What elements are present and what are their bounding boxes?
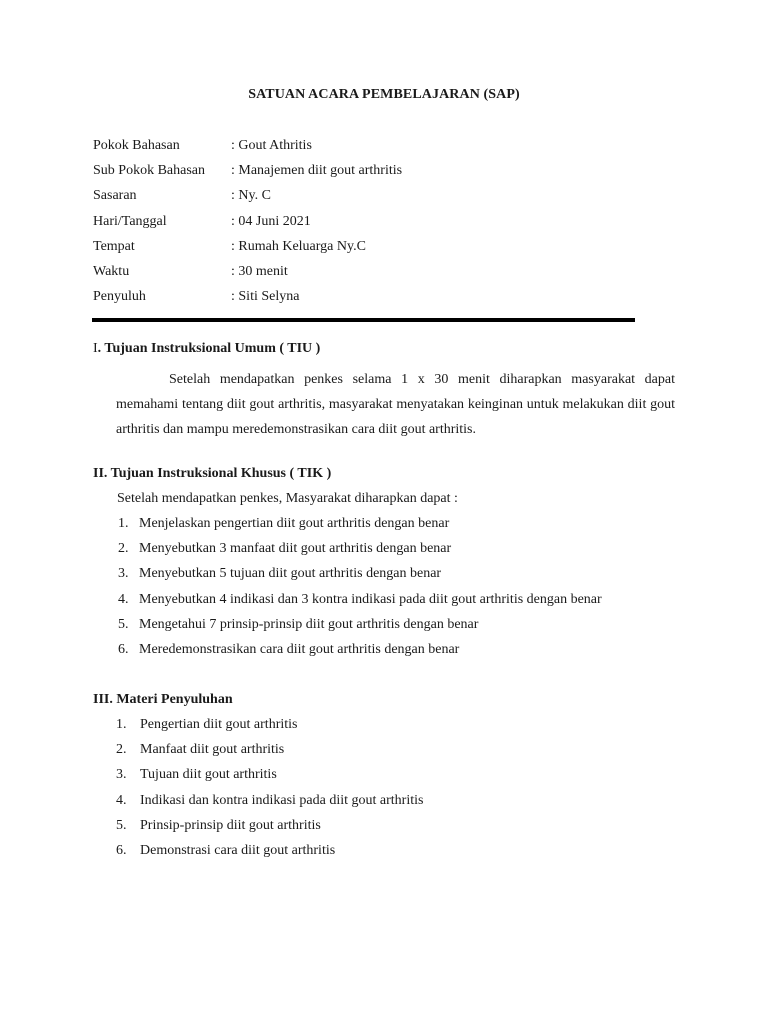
list-number: 6. (118, 641, 129, 657)
list-text: Demonstrasi cara diit gout arthritis (140, 842, 336, 858)
tiu-paragraph-rest: memahami tentang diit gout arthritis, masyarakat menyatakan keinginan untuk melakukan diit gout arthritis dan mampu meredemonstrasikan cara diit gout arthritis. (116, 397, 675, 438)
tik-intro: Setelah mendapatkan penkes, Masyarakat diharapkan dapat : (117, 491, 458, 506)
info-label: Sasaran (93, 188, 137, 204)
list-text: Menyebutkan 4 indikasi dan 3 kontra indikasi pada diit gout arthritis dengan benar (139, 591, 602, 607)
section-heading-materi: III. Materi Penyuluhan (93, 692, 233, 707)
list-text: Manfaat diit gout arthritis (140, 742, 285, 758)
list-text: Meredemonstrasikan cara diit gout arthritis dengan benar (139, 641, 460, 657)
list-text: Menyebutkan 3 manfaat diit gout arthritis dengan benar (139, 541, 452, 557)
info-value: : Siti Selyna (231, 289, 300, 305)
info-value: : Rumah Keluarga Ny.C (231, 238, 366, 254)
info-value: : Ny. C (231, 188, 271, 204)
heading-prefix: I (93, 341, 98, 356)
list-number: 5. (118, 616, 129, 632)
list-number: 5. (116, 817, 127, 833)
heading-text: . Tujuan Instruksional Umum ( TIU ) (97, 341, 321, 356)
list-text: Prinsip-prinsip diit gout arthritis (140, 817, 321, 833)
info-value: : Manajemen diit gout arthritis (231, 163, 403, 179)
info-label: Pokok Bahasan (93, 138, 180, 153)
list-number: 3. (118, 566, 129, 582)
list-number: 4. (118, 591, 129, 607)
list-number: 1. (116, 717, 127, 732)
list-number: 3. (116, 767, 127, 783)
list-text: Tujuan diit gout arthritis (140, 767, 277, 783)
info-value: : 04 Juni 2021 (231, 213, 311, 229)
list-text: Indikasi dan kontra indikasi pada diit gout arthritis (140, 792, 424, 808)
list-number: 2. (118, 541, 129, 557)
horizontal-divider (92, 318, 635, 322)
section-heading-tiu (93, 342, 320, 356)
list-number: 1. (118, 516, 129, 531)
info-label: Waktu (93, 263, 130, 279)
section-heading-tik: II. Tujuan Instruksional Khusus ( TIK ) (93, 466, 332, 481)
list-text: Mengetahui 7 prinsip-prinsip diit gout arthritis dengan benar (139, 616, 479, 632)
info-label: Sub Pokok Bahasan (93, 163, 205, 179)
info-label: Penyuluh (93, 289, 146, 305)
info-value: : Gout Athritis (231, 138, 312, 153)
tiu-paragraph-first-line: Setelah mendapatkan penkes selama 1 x 30 menit diharapkan masyarakat dapat (169, 372, 675, 387)
list-number: 6. (116, 842, 127, 858)
list-number: 4. (116, 792, 127, 808)
document-title: SATUAN ACARA PEMBELAJARAN (SAP) (248, 87, 520, 102)
list-text: Pengertian diit gout arthritis (140, 717, 298, 732)
tiu-paragraph (116, 367, 675, 443)
info-value: : 30 menit (231, 263, 288, 279)
info-label: Tempat (93, 238, 135, 254)
info-label: Hari/Tanggal (93, 213, 167, 229)
list-text: Menjelaskan pengertian diit gout arthritis dengan benar (139, 516, 450, 531)
list-text: Menyebutkan 5 tujuan diit gout arthritis dengan benar (139, 566, 442, 582)
list-number: 2. (116, 742, 127, 758)
